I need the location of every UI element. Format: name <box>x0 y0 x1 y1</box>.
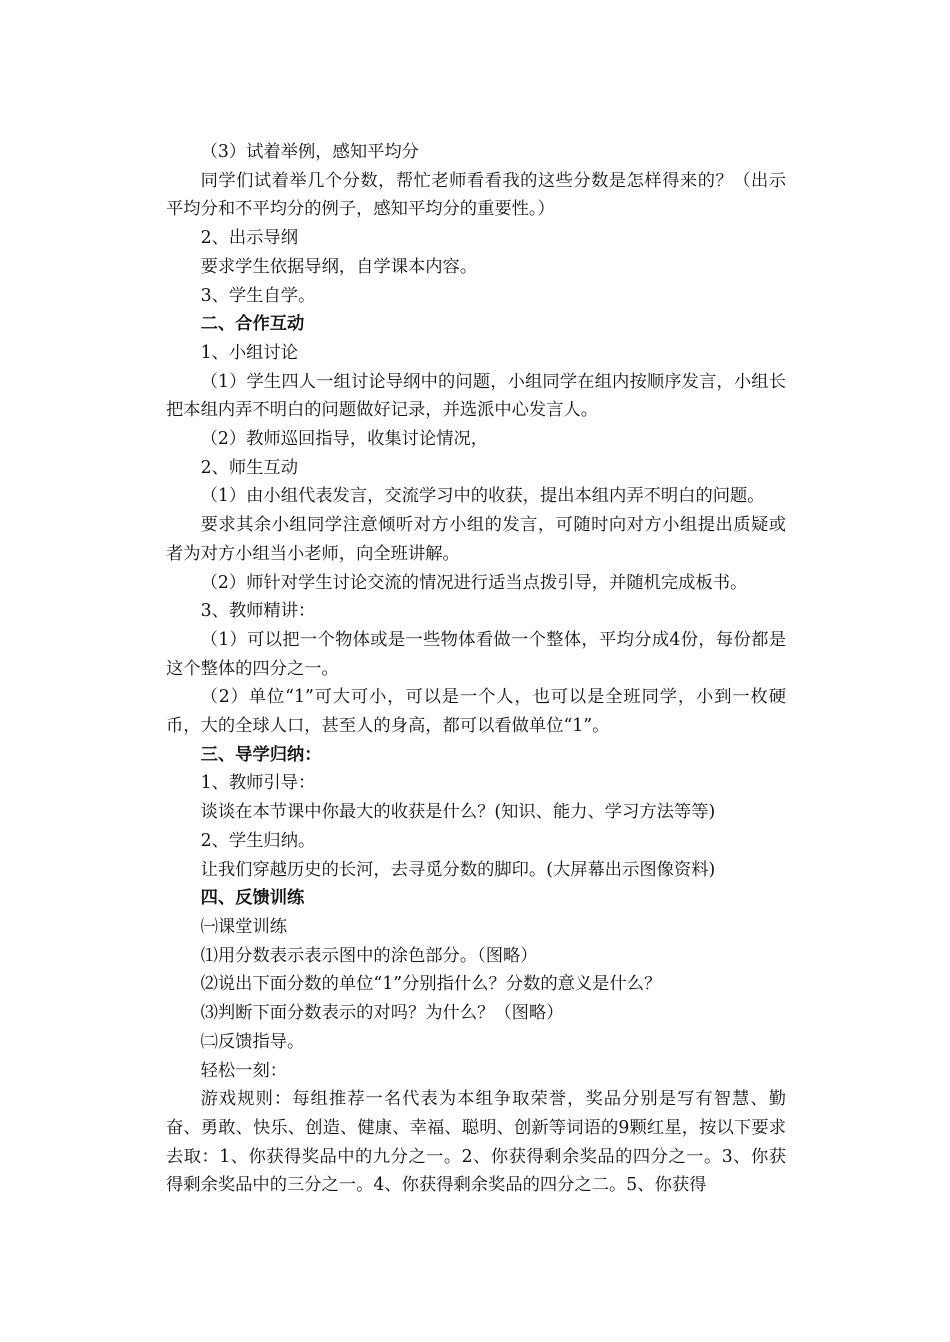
paragraph: 游戏规则：每组推荐一名代表为本组争取荣誉，奖品分别是写有智慧、勤奋、勇敢、快乐、创造、健康、幸福、聪明、创新等词语的9颗红星，按以下要求去取：1、你获得奖品中的九分之一。2、你获得剩余奖品的四分之一。3、你获得剩余奖品中的三分之一。4、你获得剩余奖品的四分之二。5、你获得 <box>166 1089 786 1196</box>
section-heading: 三、导学归纳： <box>200 744 322 765</box>
paragraph: 同学们试着举几个分数，帮忙老师看看我的这些分数是怎样得来的？（出示平均分和不平均分的例子，感知平均分的重要性。） <box>166 170 786 220</box>
paragraph: ⑵说出下面分数的单位“1”分别指什么？分数的意义是什么？ <box>200 974 662 995</box>
paragraph: ⑶判断下面分数表示的对吗？为什么？（图略） <box>200 1003 564 1024</box>
document-body <box>166 138 786 1200</box>
paragraph: 3、学生自学。 <box>200 285 316 306</box>
paragraph: ⑴用分数表示表示图中的涂色部分。（图略） <box>200 945 538 966</box>
paragraph: 要求学生依据导纲，自学课本内容。 <box>200 256 478 277</box>
paragraph: ㈠课堂训练 <box>200 916 288 937</box>
paragraph: 要求其余小组同学注意倾听对方小组的发言，可随时向对方小组提出质疑或者为对方小组当小老师，向全班讲解。 <box>166 515 786 564</box>
paragraph: 2、学生归纳。 <box>200 830 316 851</box>
paragraph: （1）由小组代表发言，交流学习中的收获，提出本组内弄不明白的问题。 <box>200 486 765 507</box>
paragraph: 1、小组讨论 <box>200 342 298 363</box>
paragraph: （2）教师巡回指导，收集讨论情况， <box>200 429 489 450</box>
paragraph: 2、师生互动 <box>200 457 298 478</box>
paragraph: 3、教师精讲： <box>200 601 316 622</box>
section-heading: 四、反馈训练 <box>200 888 305 909</box>
paragraph: 让我们穿越历史的长河，去寻觅分数的脚印。(大屏幕出示图像资料) <box>200 859 716 880</box>
paragraph: 谈谈在本节课中你最大的收获是什么？(知识、能力、学习方法等等) <box>200 802 716 823</box>
paragraph: （1）可以把一个物体或是一些物体看做一个整体，平均分成4份，每份都是这个整体的四分之一。 <box>166 629 786 679</box>
paragraph: （3）试着举例，感知平均分 <box>200 142 419 162</box>
paragraph: （1）学生四人一组讨论导纲中的问题，小组同学在组内按顺序发言，小组长把本组内弄不明白的问题做好记录，并选派中心发言人。 <box>166 371 786 421</box>
paragraph: 1、教师引导： <box>200 773 316 794</box>
paragraph: （2）师针对学生讨论交流的情况进行适当点拨引导，并随机完成板书。 <box>200 572 748 593</box>
paragraph: （2）单位“1”可大可小，可以是一个人，也可以是全班同学，小到一枚硬币，大的全球人口，甚至人的身高，都可以看做单位“1”。 <box>166 687 786 737</box>
section-heading: 二、合作互动 <box>200 314 305 335</box>
paragraph: 轻松一刻： <box>200 1060 288 1081</box>
paragraph: ㈡反馈指导。 <box>200 1031 305 1052</box>
paragraph: 2、出示导纲 <box>200 228 298 249</box>
